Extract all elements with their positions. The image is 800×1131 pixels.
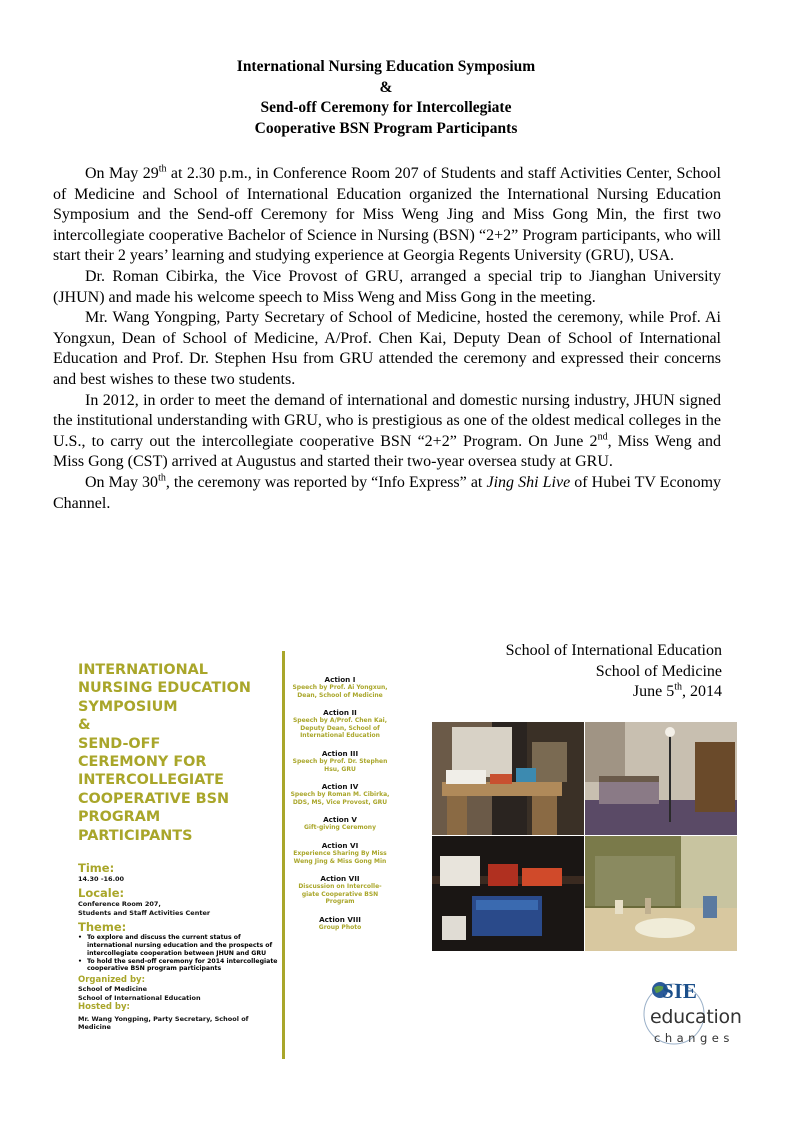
agenda-item bbox=[290, 749, 390, 773]
agenda-item-desc: Speech by Prof. Ai Yongxun, Dean, School of Medicine bbox=[292, 684, 388, 699]
poster-title-line: PARTICIPANTS bbox=[78, 827, 193, 844]
sig-date bbox=[440, 682, 722, 703]
p1-text-a: On May 29 bbox=[85, 165, 159, 182]
poster-locale-line-1: Conference Room 207, bbox=[78, 900, 161, 909]
p5-text-b: , the ceremony was reported by “Info Express” at bbox=[165, 473, 487, 491]
poster-title bbox=[78, 661, 283, 845]
sig-date-a: June 5 bbox=[632, 683, 675, 700]
p4-text-b: , Miss Weng and Miss Gong (CST) arrived at Augustus and started their two-year oversea study at GRU. bbox=[53, 432, 722, 471]
sig-date-b: , 2014 bbox=[682, 683, 722, 700]
sig-date-sup: th bbox=[674, 681, 682, 693]
paragraph-5 bbox=[53, 473, 721, 514]
agenda-item bbox=[290, 782, 390, 806]
agenda-item-desc: Speech by A/Prof. Chen Kai, Deputy Dean, School of International Education bbox=[292, 717, 388, 740]
poster-time-label: Time: bbox=[78, 861, 115, 876]
agenda-item bbox=[290, 874, 390, 906]
sig-line-1: School of International Education bbox=[505, 642, 722, 659]
agenda-item bbox=[290, 841, 390, 865]
p5-text-c: of Hubei TV Economy Channel. bbox=[53, 473, 722, 512]
poster-title-line: NURSING EDUCATION bbox=[78, 680, 251, 697]
poster-theme-item: • To hold the send-off ceremony for 2014 intercollegiate cooperative BSN program participants bbox=[78, 958, 283, 974]
agenda-item-title: Action VII bbox=[320, 874, 360, 884]
poster-title-line: & bbox=[78, 717, 91, 734]
event-poster bbox=[62, 647, 390, 1059]
poster-title-line: PROGRAM bbox=[78, 809, 161, 826]
p4-text-a: In 2012, in order to meet the demand of international and domestic nursing industry, JHUN signed the institutional understanding with GRU, who is prestigious as one of the oldest medical colleges in the U.S., to carry out the intercollegiate cooperative BSN “2+2” Program. On June 2 bbox=[53, 391, 721, 450]
poster-organized-label: Organized by: bbox=[78, 975, 145, 986]
sie-logo bbox=[640, 976, 742, 1052]
poster-organized-line-1: School of Medicine bbox=[78, 985, 148, 994]
photo-bedroom bbox=[585, 722, 737, 835]
sig-line-2: School of Medicine bbox=[595, 662, 722, 680]
p1-sup: th bbox=[158, 163, 167, 175]
p5-italic: Jing Shi Live bbox=[486, 473, 571, 491]
photo-shelf-items bbox=[432, 836, 584, 951]
article-body bbox=[53, 164, 721, 514]
agenda-item bbox=[290, 675, 390, 699]
agenda-item-desc: Group Photo bbox=[318, 923, 362, 931]
agenda-item bbox=[290, 915, 390, 932]
poster-agenda-column bbox=[290, 675, 390, 941]
logo-sie-text: SIE bbox=[662, 979, 698, 1003]
signature-block bbox=[440, 641, 722, 703]
paragraph-2: Dr. Roman Cibirka, the Vice Provost of GRU, arranged a special trip to Jianghan University (JHUN) and made his welcome speech to Miss Weng and Miss Gong in the meeting. bbox=[53, 267, 721, 306]
poster-time-value: 14.30 -16.00 bbox=[78, 875, 125, 884]
p1-text-b: at 2.30 p.m., in Conference Room 207 of Students and staff Activities Center, School of Medicine and School of International Education organized the International Nursing Education Symposium and the Send-off Ceremony for Miss Weng Jing and Miss Gong Min, the first two intercollegiate cooperative Bachelor of Science in Nursing (BSN) “2+2” Program participants, who will start their 2 years’ learning and studying experience at Georgia Regents University (GRU), USA. bbox=[53, 165, 721, 265]
poster-title-line: INTERCOLLEGIATE bbox=[78, 772, 224, 789]
poster-locale-line-2: Students and Staff Activities Center bbox=[78, 908, 211, 917]
poster-theme-label: Theme: bbox=[78, 920, 127, 935]
poster-title-line: COOPERATIVE BSN bbox=[78, 790, 230, 807]
title-line-1: International Nursing Education Symposium bbox=[236, 58, 536, 75]
paragraph-4 bbox=[53, 391, 721, 473]
logo-education-text: education bbox=[650, 1006, 742, 1028]
title-line-3: Send-off Ceremony for Intercollegiate bbox=[260, 99, 512, 116]
agenda-item-desc: Speech by Roman M. Cibirka, DDS, MS, Vice Provost, GRU bbox=[290, 791, 390, 806]
agenda-item-title: Action V bbox=[323, 815, 357, 825]
poster-title-line: SYMPOSIUM bbox=[78, 698, 178, 715]
agenda-item bbox=[290, 708, 390, 740]
logo-changes-text: changes bbox=[654, 1031, 734, 1045]
agenda-item-title: Action VIII bbox=[319, 914, 361, 924]
agenda-item-title: Action I bbox=[324, 675, 356, 684]
title-line-4: Cooperative BSN Program Participants bbox=[254, 119, 518, 137]
title-line-2: & bbox=[379, 78, 393, 96]
agenda-item-desc: Gift-giving Ceremony bbox=[304, 824, 376, 832]
poster-hosted-label: Hosted by: bbox=[78, 1002, 130, 1013]
agenda-item-desc: Experience Sharing By Miss Weng Jing & Miss Gong Min bbox=[293, 849, 387, 865]
agenda-item-title: Action IV bbox=[321, 782, 359, 792]
photo-bathroom bbox=[585, 836, 737, 951]
photo-desk-room bbox=[432, 722, 584, 835]
poster-info-column bbox=[78, 661, 283, 1032]
p4-sup: nd bbox=[597, 431, 608, 443]
agenda-item bbox=[290, 815, 390, 832]
poster-theme-item: • To explore and discuss the current status of international nursing education and the prospects of intercollegiate cooperation between JHUN and GRU bbox=[78, 934, 283, 957]
photo-collage bbox=[432, 722, 737, 951]
poster-title-line: INTERNATIONAL bbox=[78, 662, 208, 678]
p5-sup: th bbox=[158, 472, 166, 484]
poster-divider bbox=[282, 651, 285, 1059]
p5-text-a: On May 30 bbox=[85, 473, 159, 491]
poster-organized-line-2: School of International Education bbox=[78, 993, 201, 1002]
poster-theme-list bbox=[78, 934, 283, 973]
paragraph-1 bbox=[53, 164, 721, 267]
agenda-item-title: Action II bbox=[323, 708, 357, 718]
agenda-item-desc: Discussion on Intercolle-giate Cooperative BSN Program bbox=[298, 883, 382, 906]
agenda-item-title: Action VI bbox=[321, 840, 359, 850]
poster-title-line: SEND-OFF bbox=[78, 735, 161, 752]
paragraph-3: Mr. Wang Yongping, Party Secretary of School of Medicine, hosted the ceremony, while Prof. Ai Yongxun, Dean of School of Medicine, A/Prof. Chen Kai, Deputy Dean of School of International Education and Prof. Dr. Stephen Hsu from GRU attended the ceremony and expressed their concerns and best wishes to these two students. bbox=[53, 309, 721, 388]
poster-hosted-value: Mr. Wang Yongping, Party Secretary, School of Medicine bbox=[78, 1015, 249, 1032]
agenda-item-desc: Speech by Prof. Dr. Stephen Hsu, GRU bbox=[292, 757, 388, 773]
document-title bbox=[0, 57, 772, 139]
agenda-item-title: Action III bbox=[321, 748, 359, 758]
poster-locale-label: Locale: bbox=[78, 886, 125, 901]
poster-title-line: CEREMONY FOR bbox=[78, 754, 207, 771]
